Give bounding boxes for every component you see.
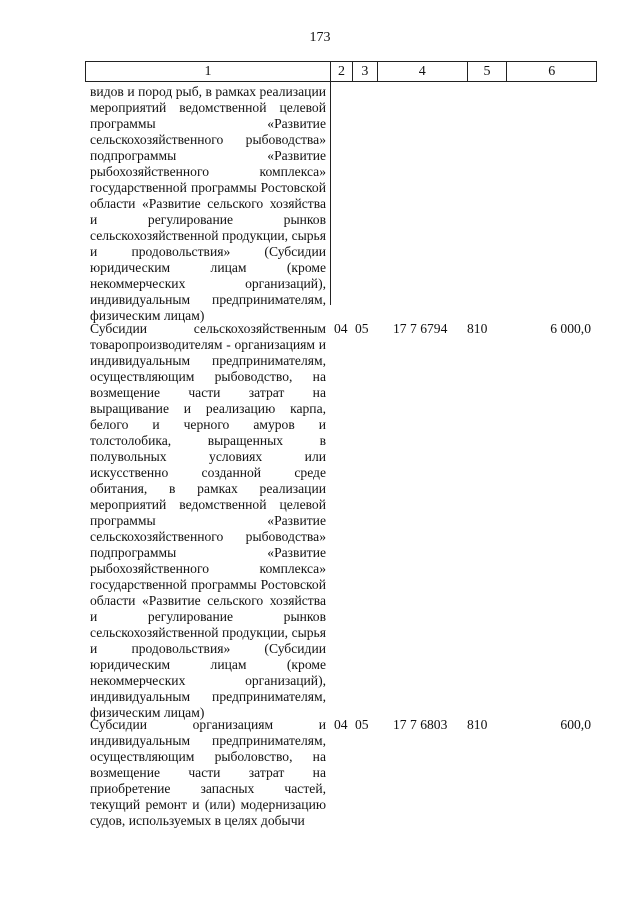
row-subsection: 05 — [355, 717, 369, 732]
row-target-code — [377, 84, 467, 324]
row-subsection: 05 — [355, 321, 369, 336]
row-expense-type: 810 — [467, 321, 488, 336]
row-section — [330, 84, 352, 324]
header-col-1: 1 — [204, 63, 212, 79]
header-col-3: 3 — [352, 62, 377, 81]
table-header — [85, 61, 597, 82]
row-amount: 6 000,0 — [550, 321, 591, 336]
row-description: Субсидии организациям и индивидуальным предпринимателям, осуществляющим рыболовство, на возмещение части затрат на приобретение запасных частей, текущий ремонт и (или) модернизацию судов, используемых в целях добычи — [90, 717, 326, 828]
row-section: 04 — [334, 717, 348, 732]
page-number: 173 — [309, 30, 331, 45]
row-description: Субсидии сельскохозяйственным товаропроизводителям - организациям и индивидуальным предпринимателям, осуществляющим рыбоводство, на возмещение части затрат на выращивание и реализацию карпа, белого и черного амуров и толстолобика, выращенных в полувольных условиях или искусственно созданной среде обитания, в рамках реализации мероприятий ведомственной целевой программы «Развитие сельскохозяйственного рыбоводства» подпрограммы «Развитие рыбохозяйственного комплекса» государственной программы Ростовской области «Развитие сельского хозяйства и регулирование рынков сельскохозяйственной продукции, сырья и продовольствия» (Субсидии юридическим лицам (кроме некоммерческих организаций), индивидуальным предпринимателям, физическим лицам) — [90, 321, 326, 720]
budget-table — [85, 61, 597, 828]
table-row — [85, 84, 597, 324]
row-target-code: 17 7 6803 — [393, 717, 448, 732]
table-row — [85, 321, 597, 721]
row-target-code: 17 7 6794 — [393, 321, 448, 336]
header-col-4: 4 — [377, 62, 467, 81]
row-expense-type: 810 — [467, 717, 488, 732]
header-col-6: 6 — [506, 62, 596, 81]
row-expense-type — [467, 84, 507, 324]
table-row — [85, 717, 597, 829]
row-description: видов и пород рыб, в рамках реализации мероприятий ведомственной целевой программы «Развитие сельскохозяйственного рыбоводства» подпрограммы «Развитие рыбохозяйственного комплекса» государственной программы Ростовской области «Развитие сельского хозяйства и регулирование рынков сельскохозяйственной продукции, сырья и продовольствия» (Субсидии юридическим лицам (кроме некоммерческих организаций), индивидуальным предпринимателям, физическим лицам) — [90, 84, 326, 323]
header-col-5: 5 — [467, 62, 507, 81]
row-amount: 600,0 — [560, 717, 591, 732]
row-amount — [507, 84, 597, 324]
row-subsection — [352, 84, 377, 324]
header-col-2: 2 — [330, 62, 352, 81]
row-section: 04 — [334, 321, 348, 336]
